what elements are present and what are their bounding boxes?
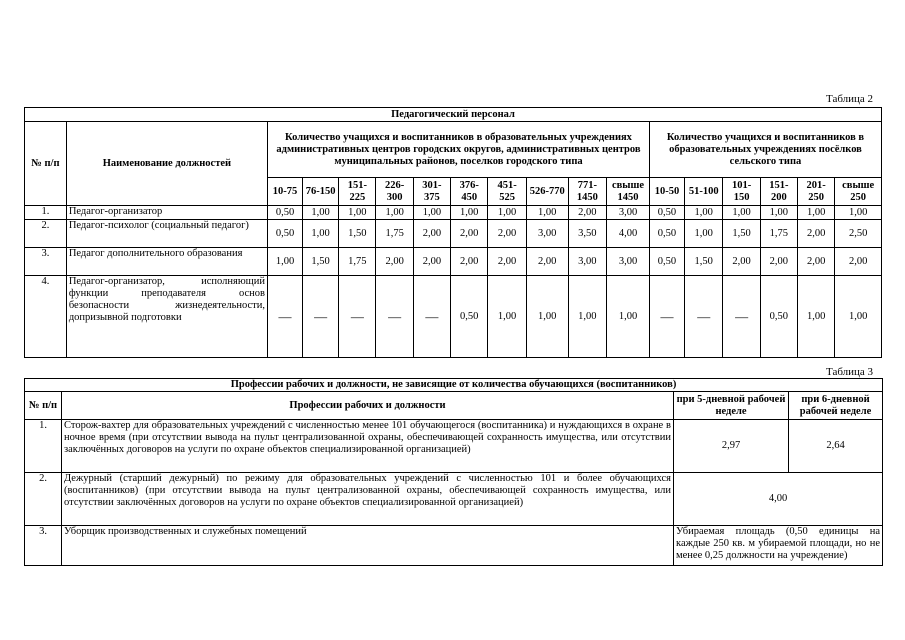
table2-group-urban: Количество учащихся и воспитанников в образовательных учреждениях административных центров городских округов, административных центров муниципальных районов, поселков городского типа	[268, 122, 650, 178]
table2-rural-value: 1,50	[723, 220, 760, 248]
table3-row-name: Сторож-вахтер для образовательных учреждений с численностью менее 101 обучающегося (воспитанника) и нуждающихся в охране в ночное время (при отсутствии вывода на пульт централизованной охраны, обеспечивающей сохранность имущества, или отсутствии заключённых договоров на услуги по охране объектов специализированной организацией)	[62, 420, 674, 473]
table2-rural-value: 1,00	[760, 206, 797, 220]
table2-urban-value: 2,00	[526, 248, 568, 276]
table3-col-6day: при 6-дневной рабочей неделе	[789, 392, 883, 420]
table3-row-value: 4,00	[674, 473, 883, 526]
table2-rural-value: 1,00	[835, 206, 882, 220]
table2-rural-range-header: 10-50	[649, 178, 684, 206]
table2-urban-value: 3,00	[568, 248, 606, 276]
table2-urban-value: 1,00	[568, 276, 606, 358]
table3-row-value: Убираемая площадь (0,50 единицы на каждые 250 кв. м убираемой площади, но не менее 0,25 должности на учреждение)	[674, 526, 883, 566]
table2-urban-range-header: 526-770	[526, 178, 568, 206]
table2-rural-value: —	[723, 276, 760, 358]
table2-urban-range-header: 10-75	[268, 178, 303, 206]
table2-row	[25, 220, 882, 248]
table2-urban-value: 1,50	[339, 220, 376, 248]
table2-rural-range-header: 201-250	[798, 178, 835, 206]
table2-urban-value: 1,00	[268, 248, 303, 276]
table2-urban-value: 2,00	[451, 220, 488, 248]
table3-col-name: Профессии рабочих и должности	[62, 392, 674, 420]
table2-urban-value: 2,00	[568, 206, 606, 220]
table2-rural-value: 0,50	[649, 206, 684, 220]
table2-urban-value: —	[339, 276, 376, 358]
table2-urban-value: 0,50	[451, 276, 488, 358]
table2-urban-value: 3,50	[568, 220, 606, 248]
table2-urban-value: 0,50	[268, 206, 303, 220]
table3-row-num: 2.	[25, 473, 62, 526]
table2-urban-value: 0,50	[268, 220, 303, 248]
table2-urban-value: 2,00	[413, 248, 450, 276]
table2-rural-value: —	[649, 276, 684, 358]
table2-rural-value: 1,00	[723, 206, 760, 220]
table3-title: Профессии рабочих и должности, не зависящие от количества обучающихся (воспитанников)	[25, 379, 883, 392]
table2-row	[25, 206, 882, 220]
table2-rural-value: 1,00	[835, 276, 882, 358]
table2-rural-value: 2,50	[835, 220, 882, 248]
table2-row	[25, 248, 882, 276]
table2-urban-value: 2,00	[488, 248, 526, 276]
table2-urban-range-header: 151-225	[339, 178, 376, 206]
table2-urban-value: —	[303, 276, 339, 358]
table2-urban-value: 1,00	[526, 276, 568, 358]
table2-urban-value: 1,00	[303, 206, 339, 220]
table2-rural-value: 1,00	[685, 206, 723, 220]
table2-row-num: 2.	[25, 220, 67, 248]
table2-urban-range-header: 376-450	[451, 178, 488, 206]
table2-rural-value: 1,00	[798, 276, 835, 358]
table2-urban-value: 1,75	[376, 220, 413, 248]
table2-rural-range-header: 51-100	[685, 178, 723, 206]
table2-urban-value: 2,00	[413, 220, 450, 248]
table2-urban-value: 2,00	[488, 220, 526, 248]
table2-row-num: 1.	[25, 206, 67, 220]
table-3	[24, 378, 883, 566]
table2-urban-value: —	[268, 276, 303, 358]
table3-col-5day: при 5-дневной рабочей неделе	[674, 392, 789, 420]
table2-urban-value: 1,75	[339, 248, 376, 276]
table2-rural-value: 2,00	[723, 248, 760, 276]
table2-urban-range-header: 76-150	[303, 178, 339, 206]
table-2	[24, 107, 882, 358]
table2-rural-value: 2,00	[798, 220, 835, 248]
table2-urban-range-header: 451-525	[488, 178, 526, 206]
table3-row-num: 3.	[25, 526, 62, 566]
table2-group-rural: Количество учащихся и воспитанников в образовательных учреждениях посёлков сельского типа	[649, 122, 881, 178]
table3-row-name: Уборщик производственных и служебных помещений	[62, 526, 674, 566]
table2-rural-value: —	[685, 276, 723, 358]
table2-urban-value: 1,00	[488, 206, 526, 220]
table2-urban-value: 1,00	[376, 206, 413, 220]
table2-rural-value: 1,00	[685, 220, 723, 248]
table2-rural-value: 2,00	[835, 248, 882, 276]
table2-urban-value: 3,00	[607, 248, 650, 276]
table3-row-value-6day: 2,64	[789, 420, 883, 473]
table2-urban-value: 4,00	[607, 220, 650, 248]
table2-rural-range-header: свыше 250	[835, 178, 882, 206]
table2-rural-value: 1,50	[685, 248, 723, 276]
table2-row-name: Педагог-организатор	[66, 206, 267, 220]
table2-urban-value: —	[413, 276, 450, 358]
table2-urban-value: 1,00	[413, 206, 450, 220]
table2-caption: Таблица 2	[826, 93, 874, 105]
table2-rural-value: 0,50	[649, 248, 684, 276]
table2-urban-value: 3,00	[526, 220, 568, 248]
table2-row-num: 3.	[25, 248, 67, 276]
table2-urban-value: 1,00	[451, 206, 488, 220]
table2-urban-range-header: свыше 1450	[607, 178, 650, 206]
table2-urban-range-header: 301-375	[413, 178, 450, 206]
table2-rural-range-header: 101-150	[723, 178, 760, 206]
table2-urban-value: 1,50	[303, 248, 339, 276]
table2-rural-value: 0,50	[649, 220, 684, 248]
table2-row-name: Педагог-организатор, исполняющий функции преподавателя основ безопасности жизнедеятельности, допризывной подготовки	[66, 276, 267, 358]
table2-urban-value: 2,00	[451, 248, 488, 276]
table3-col-num: № п/п	[25, 392, 62, 420]
table2-col-name: Наименование должностей	[66, 122, 267, 206]
table2-urban-value: —	[376, 276, 413, 358]
table2-rural-value: 1,75	[760, 220, 797, 248]
table2-rural-value: 0,50	[760, 276, 797, 358]
table2-urban-value: 1,00	[607, 276, 650, 358]
table2-col-num: № п/п	[25, 122, 67, 206]
table2-urban-value: 2,00	[376, 248, 413, 276]
table3-row-name: Дежурный (старший дежурный) по режиму для образовательных учреждений с численностью 101 и более обучающихся (воспитанников) (при отсутствии вывода на пульт централизованной охраны, обеспечивающей сохранность имущества, или отсутствии заключённых договоров на услуги по охране объектов специализированной организацией)	[62, 473, 674, 526]
table2-row	[25, 276, 882, 358]
table2-urban-range-header: 226-300	[376, 178, 413, 206]
table2-urban-value: 1,00	[526, 206, 568, 220]
table2-row-name: Педагог-психолог (социальный педагог)	[66, 220, 267, 248]
table2-rural-value: 2,00	[798, 248, 835, 276]
table2-rural-range-header: 151-200	[760, 178, 797, 206]
table2-urban-range-header: 771-1450	[568, 178, 606, 206]
table3-row-num: 1.	[25, 420, 62, 473]
table3-row-value-5day: 2,97	[674, 420, 789, 473]
table2-title: Педагогический персонал	[25, 108, 882, 122]
table2-rural-value: 2,00	[760, 248, 797, 276]
table2-urban-value: 1,00	[303, 220, 339, 248]
table2-row-num: 4.	[25, 276, 67, 358]
table2-rural-value: 1,00	[798, 206, 835, 220]
table3-caption: Таблица 3	[826, 366, 874, 378]
table2-row-name: Педагог дополнительного образования	[66, 248, 267, 276]
table2-urban-value: 1,00	[488, 276, 526, 358]
table2-urban-value: 3,00	[607, 206, 650, 220]
table2-urban-value: 1,00	[339, 206, 376, 220]
